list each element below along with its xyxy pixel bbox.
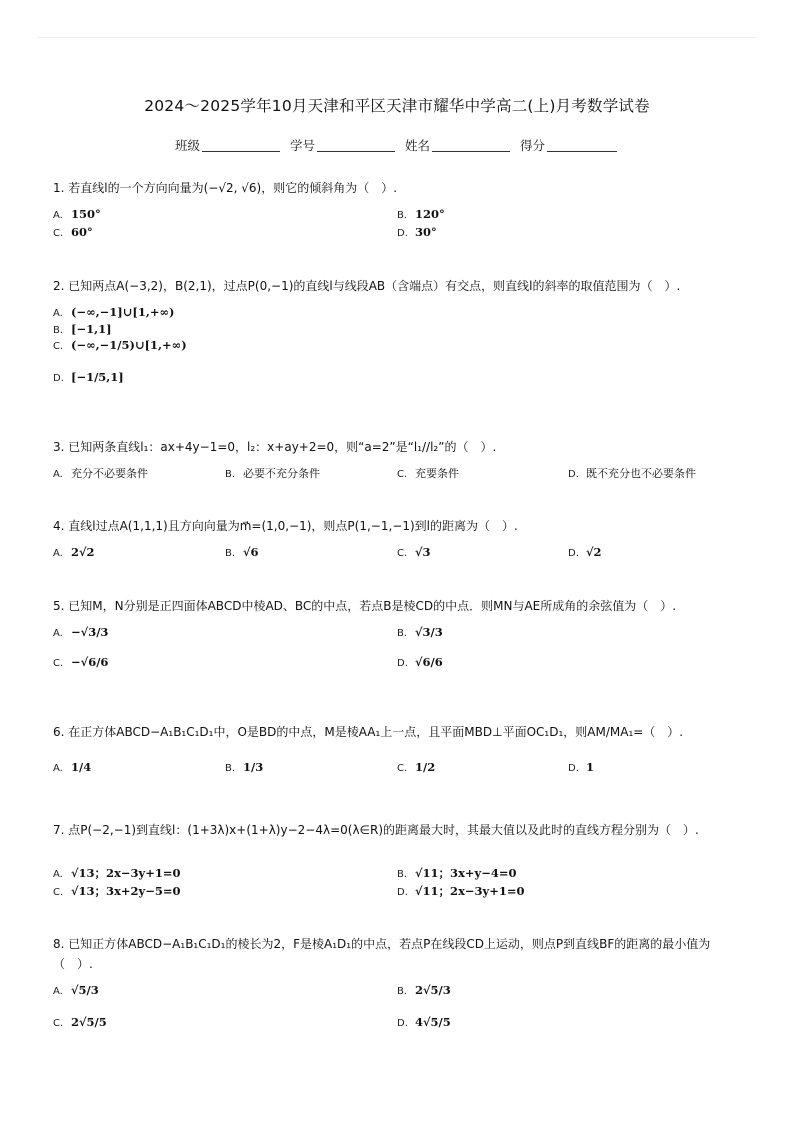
option-label: A. bbox=[53, 308, 63, 319]
option-value: 充要条件 bbox=[415, 467, 459, 480]
option-value: √3 bbox=[415, 545, 431, 559]
option-value: 2√5/3 bbox=[415, 983, 451, 997]
option-value: √6/6 bbox=[415, 655, 443, 669]
option-label: D. bbox=[568, 763, 579, 774]
option-label: C. bbox=[53, 658, 64, 669]
question-1-option-a[interactable] bbox=[53, 207, 101, 221]
option-label: C. bbox=[53, 1018, 64, 1029]
option-label: C. bbox=[53, 887, 64, 898]
option-value: √11；3x+y−4=0 bbox=[415, 866, 517, 880]
option-label: B. bbox=[397, 628, 408, 639]
option-label: C. bbox=[53, 228, 64, 239]
option-value: √13；3x+2y−5=0 bbox=[71, 884, 181, 898]
exam-title: 2024～2025学年10月天津和平区天津市耀华中学高二(上)月考数学试卷 bbox=[144, 97, 650, 115]
option-label: B. bbox=[397, 869, 408, 880]
option-value: 2√5/5 bbox=[71, 1015, 107, 1029]
question-3-option-b[interactable] bbox=[225, 465, 320, 481]
option-label: A. bbox=[53, 869, 63, 880]
top-rule bbox=[37, 37, 757, 38]
name-label: 姓名 bbox=[404, 138, 430, 153]
question-6-stem: 6. 在正方体ABCD−A₁B₁C₁D₁中，O是BD的中点，M是棱AA₁上一点，且平面MBD⊥平面OC₁D₁，则AM/MA₁=（ ）. bbox=[53, 725, 684, 739]
option-value: 120° bbox=[415, 207, 445, 221]
question-1-option-c[interactable] bbox=[53, 225, 93, 239]
student-id-blank[interactable] bbox=[317, 138, 395, 152]
option-value: √6 bbox=[243, 545, 259, 559]
option-value: √3/3 bbox=[415, 625, 443, 639]
option-value: 60° bbox=[71, 225, 93, 239]
option-value: 1/2 bbox=[415, 760, 436, 774]
question-8-option-b[interactable] bbox=[397, 983, 451, 997]
question-3-option-d[interactable] bbox=[568, 465, 696, 481]
question-8-option-c[interactable] bbox=[53, 1015, 107, 1029]
option-value: √13；2x−3y+1=0 bbox=[71, 866, 181, 880]
option-value: √11；2x−3y+1=0 bbox=[415, 884, 525, 898]
question-7-option-b[interactable] bbox=[397, 865, 517, 881]
question-3-stem: 3. 已知两条直线l₁：ax+4y−1=0，l₂：x+ay+2=0，则“a=2”是“l₁//l₂”的（ ）. bbox=[53, 440, 497, 454]
option-value: [−1/5,1] bbox=[71, 370, 124, 384]
option-value: √2 bbox=[586, 545, 602, 559]
option-value: 1 bbox=[586, 760, 595, 774]
option-value: −√3/3 bbox=[71, 625, 109, 639]
question-5-option-b[interactable] bbox=[397, 625, 443, 639]
option-label: B. bbox=[397, 986, 408, 997]
question-2-option-b[interactable] bbox=[53, 322, 112, 336]
option-label: B. bbox=[53, 325, 64, 336]
option-label: A. bbox=[53, 548, 63, 559]
question-7-option-c[interactable] bbox=[53, 883, 181, 899]
option-label: D. bbox=[568, 548, 579, 559]
question-6-option-a[interactable] bbox=[53, 760, 91, 774]
student-info-line bbox=[0, 136, 794, 154]
question-2-option-c[interactable] bbox=[53, 338, 187, 352]
question-7-option-d[interactable] bbox=[397, 883, 525, 899]
option-value: (−∞,−1]∪[1,+∞) bbox=[71, 305, 175, 319]
question-5-option-a[interactable] bbox=[53, 625, 108, 639]
option-value: 1/3 bbox=[243, 760, 264, 774]
option-value: [−1,1] bbox=[71, 322, 112, 336]
option-label: A. bbox=[53, 628, 63, 639]
class-label: 班级 bbox=[174, 138, 200, 153]
option-value: −√6/6 bbox=[71, 655, 109, 669]
option-label: B. bbox=[397, 210, 408, 221]
question-4-option-d[interactable] bbox=[568, 545, 602, 559]
option-label: B. bbox=[225, 763, 236, 774]
option-value: 必要不充分条件 bbox=[243, 467, 320, 480]
question-1-stem: 1. 若直线l的一个方向向量为(−√2, √6)，则它的倾斜角为（ ）. bbox=[53, 181, 398, 195]
option-value: (−∞,−1/5)∪[1,+∞) bbox=[71, 338, 187, 352]
option-label: A. bbox=[53, 469, 63, 480]
option-label: D. bbox=[397, 887, 408, 898]
option-value: 充分不必要条件 bbox=[71, 467, 148, 480]
name-blank[interactable] bbox=[432, 138, 510, 152]
question-8-option-d[interactable] bbox=[397, 1015, 451, 1029]
option-label: D. bbox=[397, 1018, 408, 1029]
option-value: 1/4 bbox=[71, 760, 92, 774]
question-4-option-c[interactable] bbox=[397, 545, 431, 559]
student-id-label: 学号 bbox=[289, 138, 315, 153]
class-blank[interactable] bbox=[202, 138, 280, 152]
option-value: 既不充分也不必要条件 bbox=[586, 467, 696, 480]
option-label: A. bbox=[53, 210, 63, 221]
option-label: D. bbox=[397, 658, 408, 669]
option-value: 4√5/5 bbox=[415, 1015, 451, 1029]
option-label: D. bbox=[568, 469, 579, 480]
option-label: C. bbox=[397, 763, 408, 774]
question-8-option-a[interactable] bbox=[53, 983, 99, 997]
question-8-stem: 8. 已知正方体ABCD−A₁B₁C₁D₁的棱长为2，F是棱A₁D₁的中点，若点P在线段CD上运动，则点P到直线BF的距离的最小值为（ ）. bbox=[53, 937, 711, 971]
option-label: C. bbox=[397, 548, 408, 559]
question-3-option-c[interactable] bbox=[397, 465, 459, 481]
question-1-option-b[interactable] bbox=[397, 207, 445, 221]
question-7-stem: 7. 点P(−2,−1)到直线l：(1+3λ)x+(1+λ)y−2−4λ=0(λ∈R)的距离最大时，其最大值以及此时的直线方程分别为（ ）. bbox=[53, 823, 699, 837]
option-label: D. bbox=[397, 228, 408, 239]
option-value: √5/3 bbox=[71, 983, 99, 997]
question-4-option-a[interactable] bbox=[53, 545, 95, 559]
question-6-option-d[interactable] bbox=[568, 760, 594, 774]
question-2-option-d[interactable] bbox=[53, 370, 124, 384]
question-6-option-b[interactable] bbox=[225, 760, 263, 774]
question-4-option-b[interactable] bbox=[225, 545, 259, 559]
option-value: 30° bbox=[415, 225, 437, 239]
question-5-option-c[interactable] bbox=[53, 655, 108, 669]
option-label: B. bbox=[225, 548, 236, 559]
question-5-option-d[interactable] bbox=[397, 655, 443, 669]
question-4-stem: 4. 直线l过点A(1,1,1)且方向向量为m⃗=(1,0,−1)，则点P(1,−1,−1)到l的距离为（ ）. bbox=[53, 519, 518, 533]
option-label: A. bbox=[53, 986, 63, 997]
question-6-option-c[interactable] bbox=[397, 760, 435, 774]
question-7-option-a[interactable] bbox=[53, 865, 181, 881]
option-label: B. bbox=[225, 469, 236, 480]
score-label: 得分 bbox=[519, 138, 545, 153]
question-1-option-d[interactable] bbox=[397, 225, 437, 239]
option-label: D. bbox=[53, 373, 64, 384]
option-value: 150° bbox=[71, 207, 101, 221]
question-5-stem: 5. 已知M，N分别是正四面体ABCD中棱AD、BC的中点，若点B是棱CD的中点．则MN与AE所成角的余弦值为（ ）. bbox=[53, 599, 677, 613]
option-label: C. bbox=[53, 341, 64, 352]
question-2-stem: 2. 已知两点A(−3,2)，B(2,1)，过点P(0,−1)的直线l与线段AB（含端点）有交点，则直线l的斜率的取值范围为（ ）. bbox=[53, 279, 681, 293]
question-3-option-a[interactable] bbox=[53, 465, 148, 481]
question-2-option-a[interactable] bbox=[53, 305, 174, 319]
score-blank[interactable] bbox=[547, 138, 617, 152]
option-label: C. bbox=[397, 469, 408, 480]
option-label: A. bbox=[53, 763, 63, 774]
option-value: 2√2 bbox=[71, 545, 95, 559]
